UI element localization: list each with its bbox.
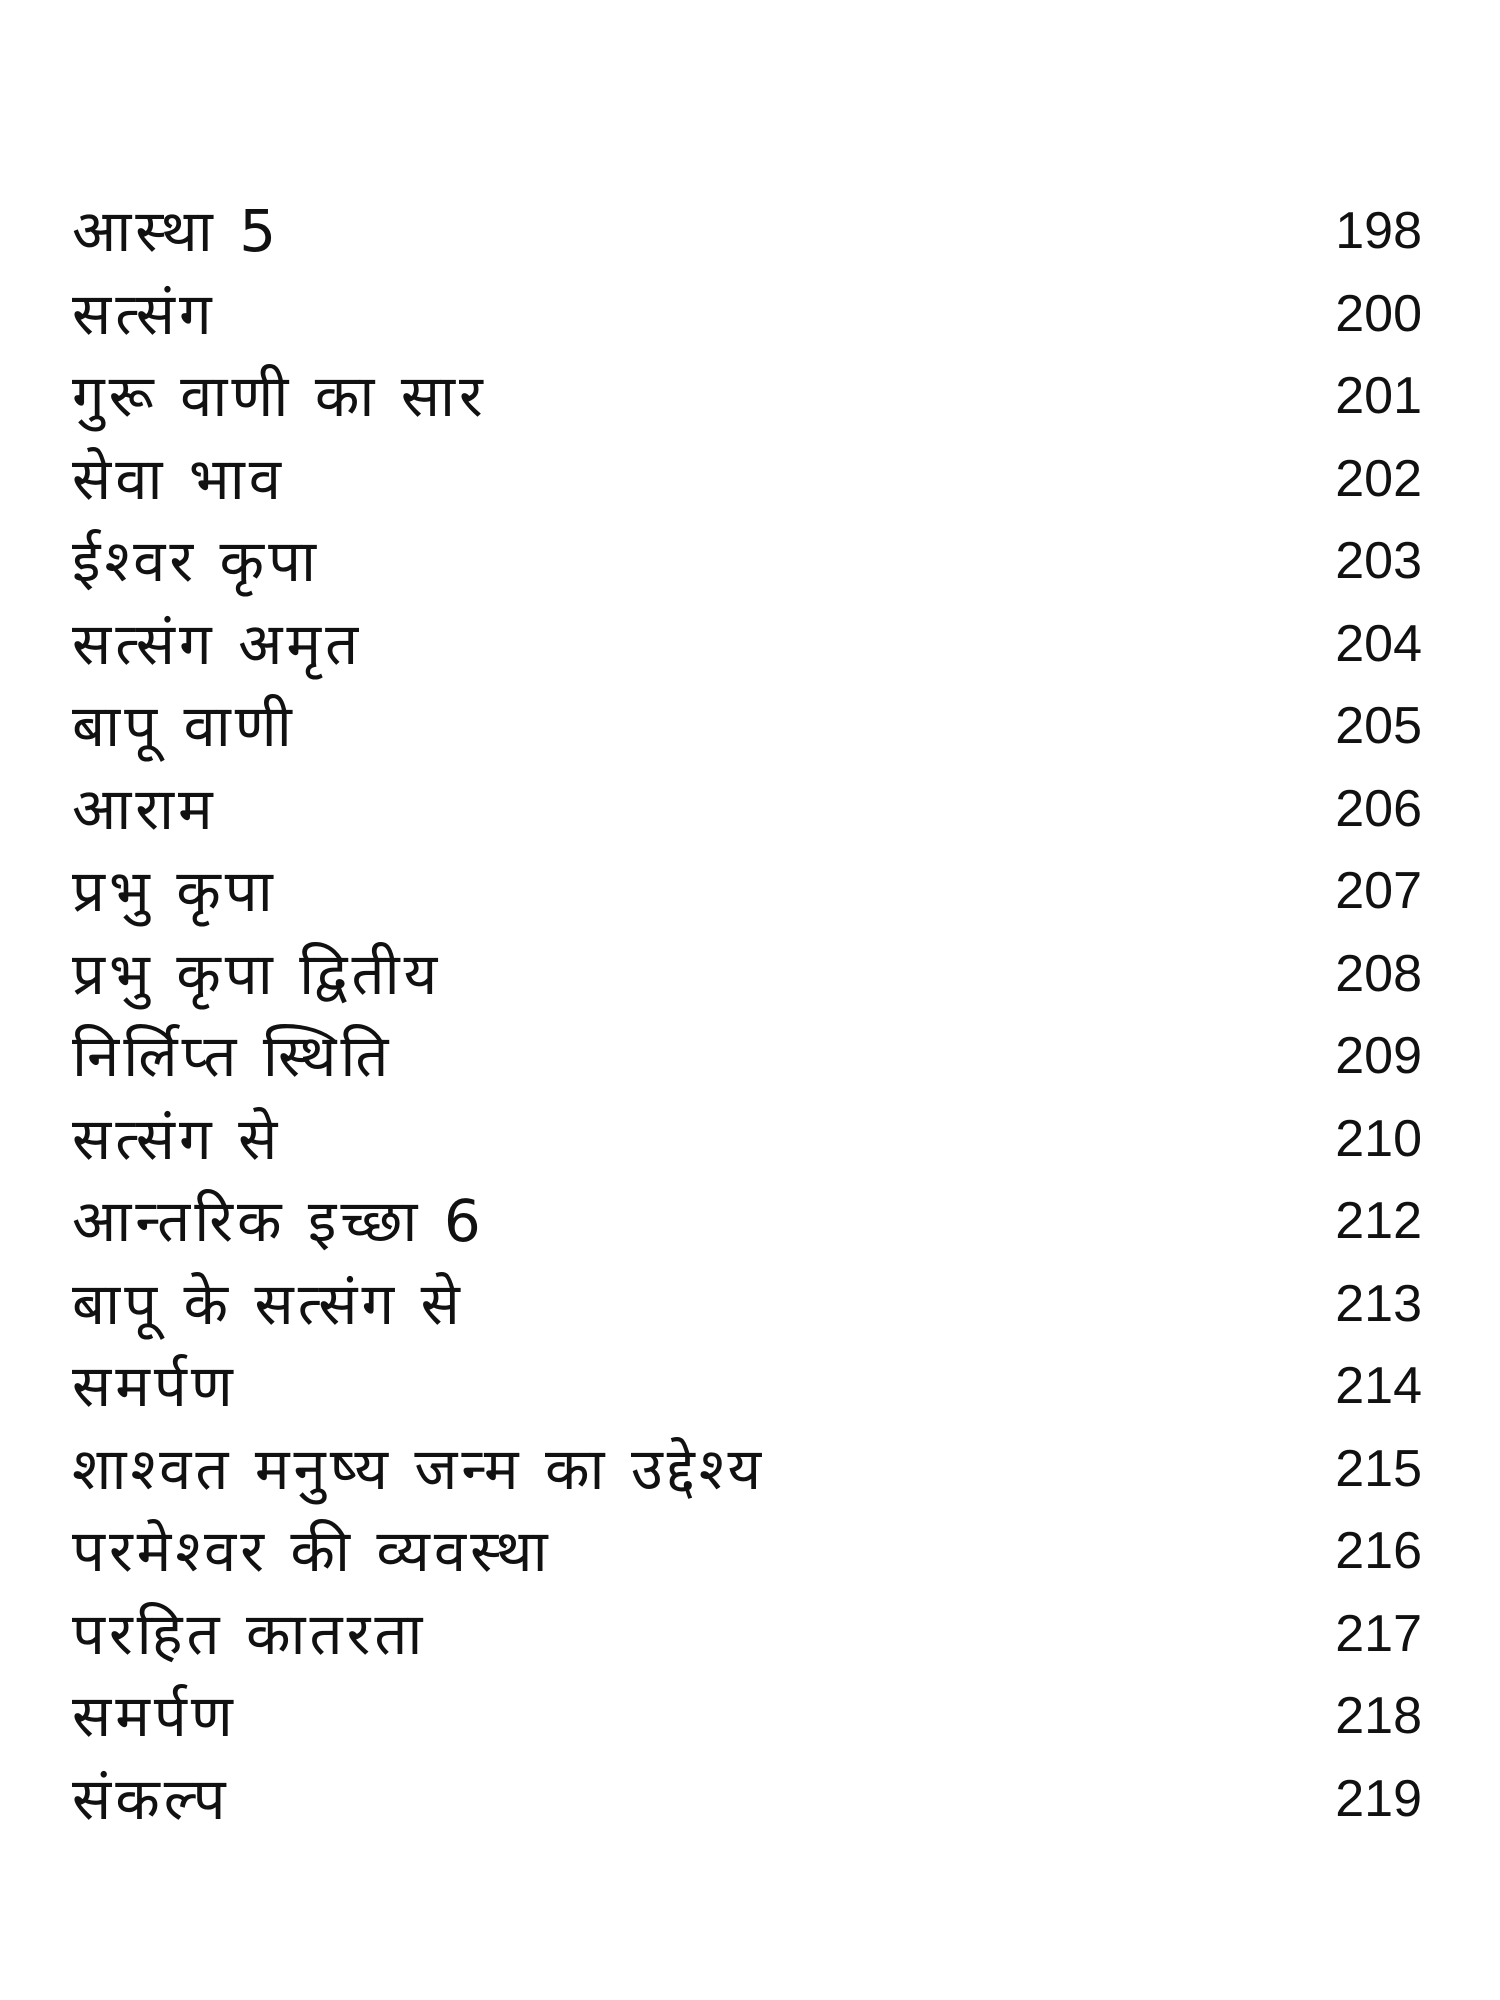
toc-entry [72, 685, 1432, 768]
toc-entry-page: 206 [1335, 779, 1422, 838]
toc-entry-page: 198 [1335, 202, 1422, 261]
toc-entry-page: 215 [1335, 1439, 1422, 1498]
toc-entry [72, 1593, 1432, 1676]
toc-entry-page: 209 [1335, 1027, 1422, 1086]
toc-entry-page: 200 [1335, 284, 1422, 343]
toc-entry [72, 190, 1432, 273]
toc-entry [72, 438, 1432, 521]
toc-entry [72, 273, 1432, 356]
toc-entry [72, 1345, 1432, 1428]
toc-entry [72, 603, 1432, 686]
toc-entry-title: सत्संग से [72, 1104, 282, 1173]
toc-entry-page: 213 [1335, 1274, 1422, 1333]
toc-entry-title: बापू के सत्संग से [72, 1269, 464, 1338]
toc-entry [72, 1098, 1432, 1181]
toc-entry-title: प्रभु कृपा [72, 857, 277, 926]
toc-entry-page: 201 [1335, 367, 1422, 426]
toc-entry [72, 1758, 1432, 1841]
toc-entry [72, 355, 1432, 438]
toc-entry-page: 205 [1335, 697, 1422, 756]
toc-entry [72, 850, 1432, 933]
table-of-contents [72, 190, 1432, 1840]
toc-entry-page: 216 [1335, 1522, 1422, 1581]
toc-entry [72, 1510, 1432, 1593]
toc-entry-page: 203 [1335, 532, 1422, 591]
toc-entry [72, 768, 1432, 851]
toc-entry [72, 1015, 1432, 1098]
toc-entry-title: समर्पण [72, 1682, 237, 1751]
toc-entry-title: सत्संग [72, 279, 216, 348]
toc-entry-page: 202 [1335, 449, 1422, 508]
toc-entry-page: 210 [1335, 1109, 1422, 1168]
toc-entry [72, 933, 1432, 1016]
toc-entry [72, 1263, 1432, 1346]
toc-entry-page: 218 [1335, 1687, 1422, 1746]
toc-entry-page: 217 [1335, 1604, 1422, 1663]
toc-entry-page: 219 [1335, 1769, 1422, 1828]
toc-entry-title: बापू वाणी [72, 692, 296, 761]
toc-entry-title: परमेश्वर की व्यवस्था [72, 1517, 552, 1586]
toc-entry-page: 207 [1335, 862, 1422, 921]
toc-entry [72, 520, 1432, 603]
toc-entry [72, 1180, 1432, 1263]
toc-entry-page: 214 [1335, 1357, 1422, 1416]
toc-entry-page: 212 [1335, 1192, 1422, 1251]
toc-entry-title: आस्था 5 [72, 197, 281, 266]
toc-entry-title: समर्पण [72, 1352, 237, 1421]
toc-entry-title: संकल्प [72, 1764, 230, 1833]
toc-entry [72, 1428, 1432, 1511]
toc-entry-title: शाश्वत मनुष्य जन्म का उद्देश्य [72, 1434, 766, 1503]
toc-entry-title: ईश्वर कृपा [72, 527, 321, 596]
toc-entry-title: निर्लिप्त स्थिति [72, 1022, 393, 1091]
toc-entry-title: सत्संग अमृत [72, 609, 363, 678]
toc-entry-title: आराम [72, 774, 217, 843]
toc-entry [72, 1675, 1432, 1758]
toc-entry-page: 208 [1335, 944, 1422, 1003]
toc-entry-page: 204 [1335, 614, 1422, 673]
toc-entry-title: सेवा भाव [72, 444, 285, 513]
toc-entry-title: परहित कातरता [72, 1599, 427, 1668]
toc-entry-title: आन्तरिक इच्छा 6 [72, 1187, 485, 1256]
toc-entry-title: गुरू वाणी का सार [72, 362, 487, 431]
toc-entry-title: प्रभु कृपा द्वितीय [72, 939, 442, 1008]
